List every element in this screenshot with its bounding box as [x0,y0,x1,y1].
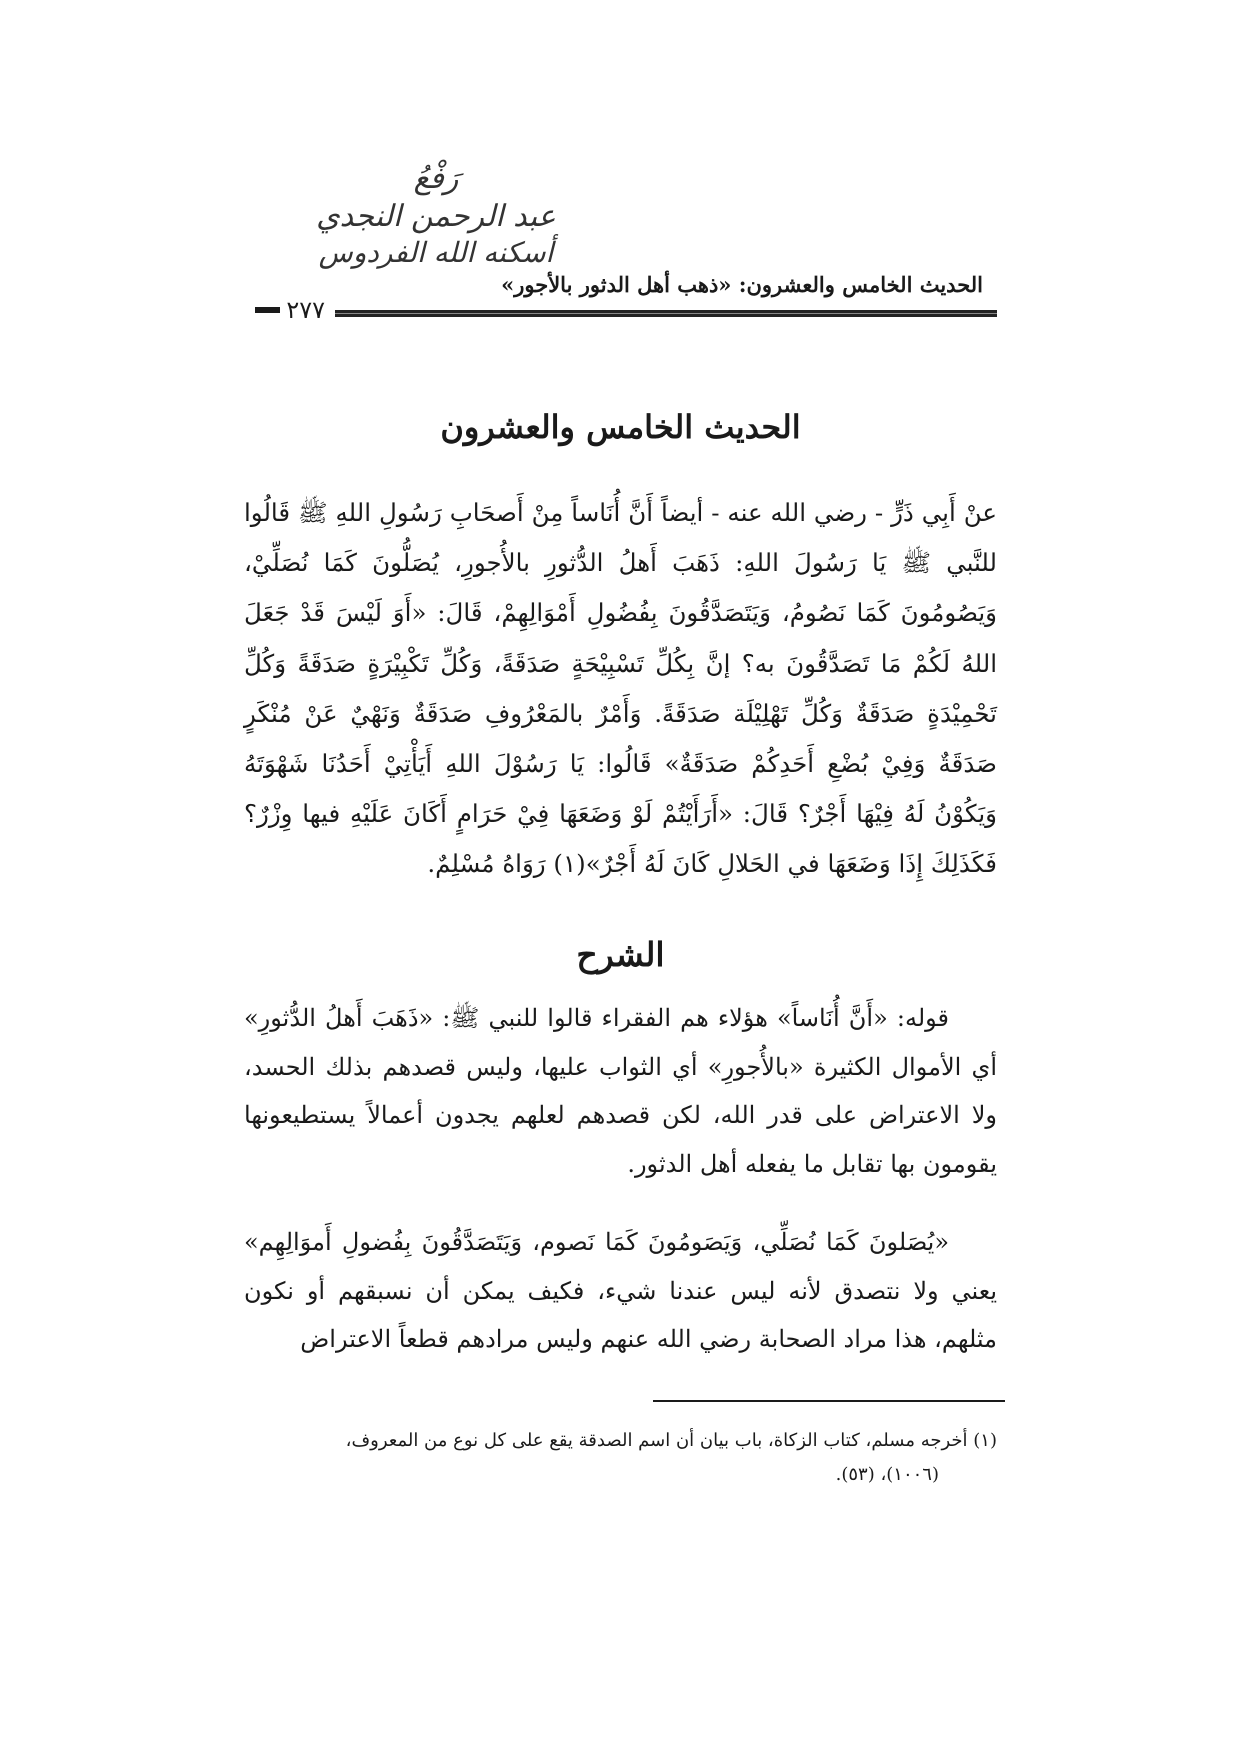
stamp-line-1: رَفْعُ [413,161,459,196]
header-rule [335,310,997,317]
hadith-text: عنْ أَبِي ذَرٍّ - رضي الله عنه - أيضاً أَنَّ أُنَاساً مِنْ أَصحَابِ رَسُولِ اللهِ ﷺ قَالُوا للنَّبي ﷺ يَا رَسُولَ اللهِ: ذَهَبَ أَهلُ الدُّثورِ بالأُجورِ، يُصَلُّونَ كَمَا نُصَلِّيْ، وَيَصُومُونَ كَمَا نَصُومُ، وَيَتَصَدَّقُونَ بِفُضُولِ أَمْوَالِهِمْ، قَالَ: «أَوَ لَيْسَ قَدْ جَعَلَ اللهُ لَكُمْ مَا تَصَدَّقُونَ به؟ إنَّ بِكُلِّ تَسْبِيْحَةٍ صَدَقَةً، وَكُلِّ تَكْبِيْرَةٍ صَدَقَةً وَكُلِّ تَحْمِيْدَةٍ صَدَقَةٌ وَكُلِّ تَهْلِيْلَة صَدَقَةً. وَأَمْرٌ بالمَعْرُوفِ صَدَقَةٌ وَنَهْيٌ عَنْ مُنْكَرٍ صَدَقَةٌ وَفِيْ بُضْعِ أَحَدِكُمْ صَدَقَةٌ» قَالُوا: يَا رَسُوْلَ اللهِ أَيَأْتِيْ أَحَدُنَا شَهْوَتَهُ وَيَكُوْنُ لَهُ فِيْهَا أَجْرٌ؟ قَالَ: «أَرَأَيْتُمْ لَوْ وَضَعَهَا فِيْ حَرَامٍ أَكَانَ عَلَيْهِ فيها وِزْرٌ؟ فَكَذَلِكَ إِذَا وَضَعَهَا في الحَلالِ كَانَ لَهُ أَجْرٌ»(١) رَوَاهُ مُسْلِمٌ. [244,498,997,879]
footnote-number: (١) [973,1430,997,1451]
stamp-line-2: عبد الرحمن النجدي [316,198,556,234]
page-number-text: ٢٧٧ [286,296,325,324]
chapter-title: الحديث الخامس والعشرون [440,408,801,446]
page-number [255,296,325,324]
stamp-line-3: أسكنه الله الفردوس [318,236,554,269]
sharh-heading: الشرح [576,935,665,974]
footnote-line-2: (١٠٠٦)، (٥٣). [835,1464,939,1485]
commentary-paragraph-1: قوله: «أَنَّ أُنَاساً» هؤلاء هم الفقراء قالوا للنبي ﷺ: «ذَهَبَ أَهلُ الدُّثورِ» أي الأموال الكثيرة «بالأُجورِ» أي الثواب عليها، وليس قصدهم بذلك الحسد، ولا الاعتراض على قدر الله، لكن قصدهم لعلهم يجدون أعمالاً يستطيعونها يقومون بها تقابل ما يفعله أهل الدثور. [244,1004,997,1178]
footnote [244,1424,997,1492]
footnote-rule [653,1400,1005,1402]
owner-stamp [316,160,556,270]
commentary-paragraph-2: «يُصَلونَ كَمَا نُصَلِّي، وَيَصَومُونَ كَمَا نَصوم، وَيَتَصَدَّقُونَ بِفُضولِ أَموَالِهِم» يعني ولا نتصدق لأنه ليس عندنا شيء، فكيف يمكن أن نسبقهم أو نكون مثلهم، هذا مراد الصحابة رضي الله عنهم وليس مرادهم قطعاً الاعتراض [244,1228,997,1353]
page-number-dash [255,307,280,313]
footnote-line-1: أخرجه مسلم، كتاب الزكاة، باب بيان أن اسم الصدقة يقع على كل نوع من المعروف، [345,1430,968,1451]
running-header-title: الحديث الخامس والعشرون: «ذهب أهل الدثور بالأجور» [501,272,983,297]
